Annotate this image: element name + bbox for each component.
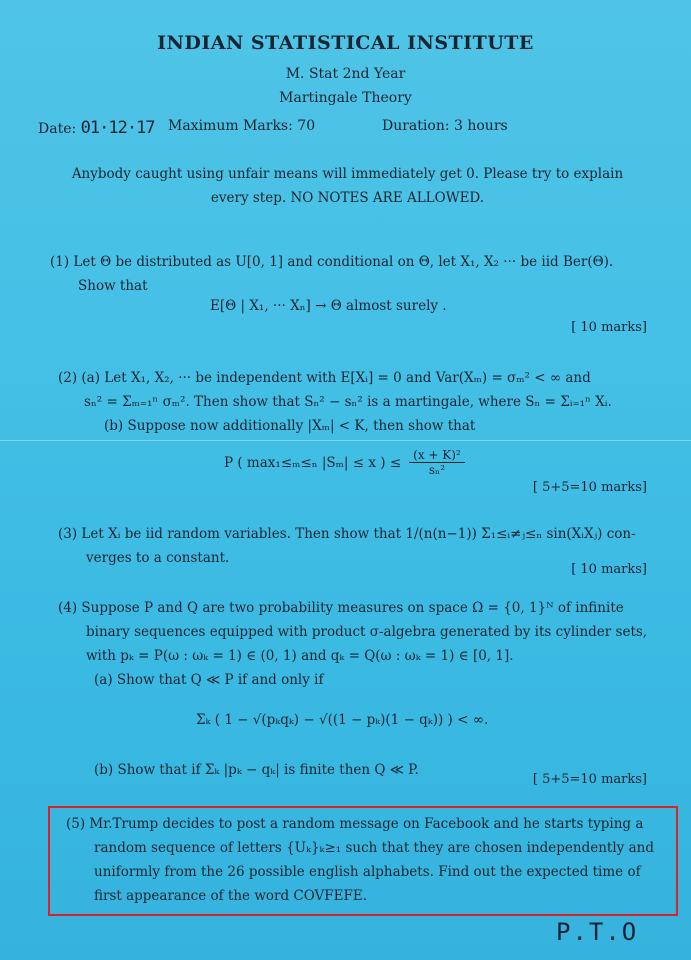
q2-eq-fraction bbox=[409, 448, 465, 477]
q1-marks: [ 10 marks] bbox=[571, 320, 647, 335]
q5-line-3: uniformly from the 26 possible english alphabets. Find out the expected time of bbox=[94, 864, 641, 880]
q1-line-1: (1) Let Θ be distributed as U[0, 1] and conditional on Θ, let X₁, X₂ ··· be iid Ber(Θ). bbox=[50, 254, 614, 270]
q2-equation bbox=[224, 448, 465, 477]
q4-line-3: with pₖ = P(ω : ωₖ = 1) ∈ (0, 1) and qₖ = Q(ω : ωₖ = 1) ∈ [0, 1]. bbox=[86, 648, 514, 664]
q2-line-2: sₙ² = Σₘ₌₁ⁿ σₘ². Then show that Sₙ² − sₙ² is a martingale, where Sₙ = Σᵢ₌₁ⁿ Xᵢ. bbox=[84, 394, 612, 410]
q3-marks: [ 10 marks] bbox=[571, 562, 647, 577]
q2-eq-numerator: (x + K)² bbox=[409, 448, 465, 463]
instructions-line-2: every step. NO NOTES ARE ALLOWED. bbox=[210, 190, 485, 206]
q2-marks: [ 5+5=10 marks] bbox=[532, 480, 647, 495]
q1-line-2: Show that bbox=[78, 278, 148, 294]
q2-eq-left: P ( max₁≤ₘ≤ₙ |Sₘ| ≤ x ) ≤ bbox=[224, 454, 402, 471]
q4-line-1: (4) Suppose P and Q are two probability measures on space Ω = {0, 1}ᴺ of infinite bbox=[58, 600, 624, 616]
pto-handwritten: P.T.O bbox=[556, 918, 639, 946]
max-marks: Maximum Marks: 70 bbox=[168, 118, 316, 134]
question-2 bbox=[58, 366, 658, 438]
question-5 bbox=[66, 812, 666, 908]
q2-line-1: (2) (a) Let X₁, X₂, ··· be independent with E[Xᵢ] = 0 and Var(Xₘ) = σₘ² < ∞ and bbox=[58, 370, 591, 386]
q4-line-5: (b) Show that if Σₖ |pₖ − qₖ| is finite then Q ≪ P. bbox=[94, 762, 419, 778]
question-1 bbox=[50, 250, 650, 298]
q4-line-4: (a) Show that Q ≪ P if and only if bbox=[94, 672, 324, 688]
question-3 bbox=[58, 522, 658, 570]
q2-eq-denominator: sₙ² bbox=[428, 463, 446, 477]
course-line: M. Stat 2nd Year bbox=[285, 66, 406, 82]
date-field bbox=[38, 118, 155, 138]
duration: Duration: 3 hours bbox=[382, 118, 508, 134]
q2-line-3: (b) Suppose now additionally |Xₘ| < K, then show that bbox=[104, 418, 476, 434]
q3-line-1: (3) Let Xᵢ be iid random variables. Then show that 1/(n(n−1)) Σ₁≤ᵢ≠ⱼ≤ₙ sin(XᵢXⱼ) con- bbox=[58, 526, 636, 542]
instructions bbox=[30, 162, 665, 210]
date-label: Date: bbox=[38, 121, 77, 137]
subject-line: Martingale Theory bbox=[279, 90, 412, 106]
question-4 bbox=[58, 596, 658, 692]
paper-fold bbox=[0, 440, 691, 441]
instructions-line-1: Anybody caught using unfair means will immediately get 0. Please try to explain bbox=[71, 166, 624, 182]
q3-line-2: verges to a constant. bbox=[86, 550, 230, 566]
q4-equation: Σₖ ( 1 − √(pₖqₖ) − √((1 − pₖ)(1 − qₖ)) ) < ∞. bbox=[196, 712, 489, 728]
q5-line-2: random sequence of letters {Uₖ}ₖ≥₁ such that they are chosen independently and bbox=[94, 840, 654, 856]
institute-title: INDIAN STATISTICAL INSTITUTE bbox=[157, 32, 534, 54]
q1-equation: E[Θ | X₁, ··· Xₙ] → Θ almost surely . bbox=[210, 298, 447, 314]
date-value: 01·12·17 bbox=[80, 118, 155, 138]
q4-marks: [ 5+5=10 marks] bbox=[532, 772, 647, 787]
q5-line-1: (5) Mr.Trump decides to post a random message on Facebook and he starts typing a bbox=[66, 816, 644, 832]
q5-line-4: first appearance of the word COVFEFE. bbox=[94, 888, 368, 904]
q4-line-2: binary sequences equipped with product σ-algebra generated by its cylinder sets, bbox=[86, 624, 648, 640]
